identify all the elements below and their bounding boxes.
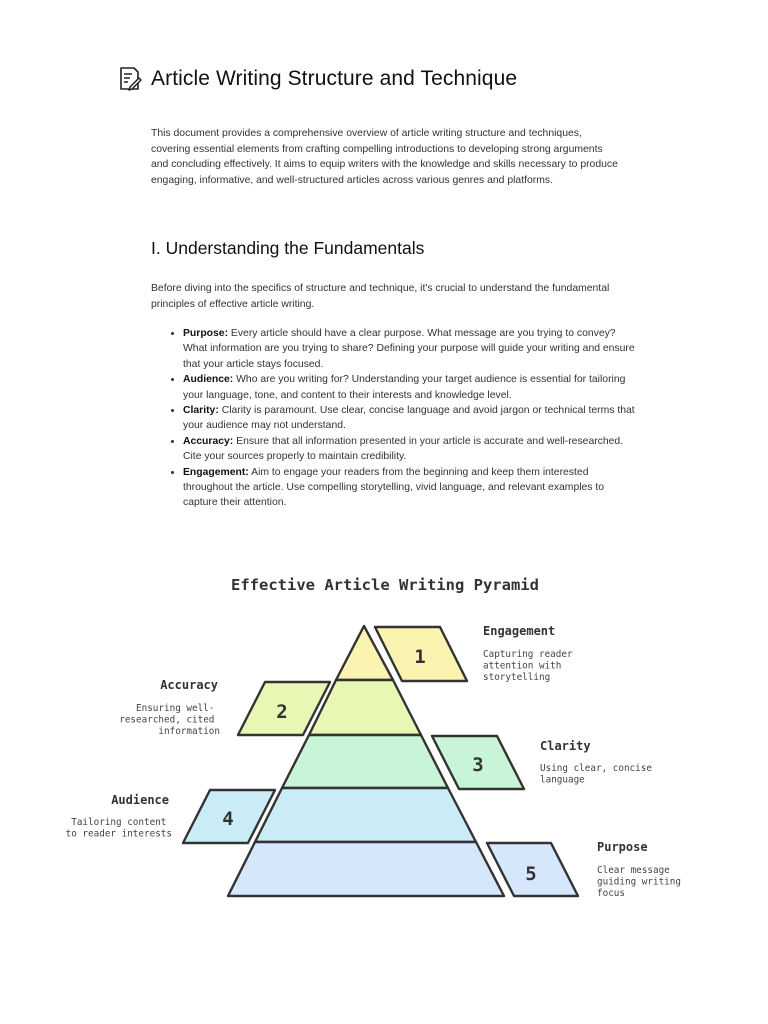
section-heading: I. Understanding the Fundamentals bbox=[151, 238, 425, 258]
list-item-audience bbox=[183, 372, 641, 403]
pyramid-diagram bbox=[0, 560, 768, 920]
pyramid-title: Effective Article Writing Pyramid bbox=[231, 576, 539, 594]
pyramid-figure bbox=[0, 560, 768, 920]
level-number-3: 3 bbox=[472, 754, 484, 776]
desc-line: language bbox=[540, 774, 585, 786]
intro-paragraph: This document provides a comprehensive overview of article writing structure and techniques, covering essential elements from crafting compelling introductions to developing strong arguments and concluding effectively. It aims to equip writers with the knowledge and skills necessary to produce engaging, informative, and well-structured articles across various genres and platforms. bbox=[151, 128, 618, 186]
document-edit-icon bbox=[118, 66, 142, 92]
list-item-engagement bbox=[183, 465, 641, 511]
desc-line: researched, cited bbox=[119, 714, 215, 726]
level-desc-purpose bbox=[597, 865, 687, 899]
level-label-audience: Audience bbox=[111, 793, 169, 807]
level-label-engagement: Engagement bbox=[483, 624, 556, 638]
fundamentals-list bbox=[166, 326, 641, 511]
title-row bbox=[118, 66, 517, 92]
document-title: Article Writing Structure and Technique bbox=[151, 67, 518, 90]
level-desc-accuracy bbox=[119, 703, 220, 737]
level-desc-engagement bbox=[483, 649, 578, 683]
list-item-text: Ensure that all information presented in your article is accurate and well-researched. Cite your sources properly to maintain credibility. bbox=[183, 435, 624, 463]
desc-line: attention with bbox=[483, 660, 562, 672]
list-item-text: Aim to engage your readers from the beginning and keep them interested throughout the article. Use compelling storytelling, vivid language, and relevant examples to capture their attention. bbox=[183, 466, 605, 509]
list-item-clarity bbox=[183, 403, 641, 434]
level-number-5: 5 bbox=[525, 863, 537, 885]
level-label-clarity: Clarity bbox=[540, 739, 591, 753]
level-number-4: 4 bbox=[222, 808, 234, 830]
list-item-term: Audience: bbox=[183, 374, 234, 386]
level-label-purpose: Purpose bbox=[597, 840, 648, 854]
desc-line: Clear message bbox=[597, 865, 670, 876]
list-item-term: Engagement: bbox=[183, 466, 249, 478]
list-item-text: Clarity is paramount. Use clear, concise language and avoid jargon or technical terms that your audience may not understand. bbox=[183, 405, 635, 432]
desc-line: guiding writing bbox=[597, 876, 681, 888]
desc-line: Using clear, concise bbox=[540, 763, 652, 774]
desc-line: Capturing reader bbox=[483, 649, 573, 660]
list-item-text: Every article should have a clear purpose. What message are you trying to convey? What information are you trying to share? Defining your purpose will guide your writing and ensure that your article stays focused. bbox=[183, 328, 635, 370]
list-item-purpose bbox=[183, 326, 641, 372]
pyramid-tier-4 bbox=[255, 788, 476, 842]
list-item-accuracy bbox=[183, 434, 641, 465]
level-label-accuracy: Accuracy bbox=[160, 678, 218, 692]
desc-line: Tailoring content bbox=[71, 817, 167, 828]
list-item-text: Who are you writing for? Understanding your target audience is essential for tailoring your language, tone, and content to their interests and knowledge level. bbox=[183, 374, 626, 401]
level-number-2: 2 bbox=[276, 701, 288, 723]
section-lead-paragraph: Before diving into the specifics of structure and technique, it's crucial to understand the fundamental principles of effective article writing. bbox=[151, 283, 610, 310]
level-number-1: 1 bbox=[414, 646, 426, 668]
desc-line: information bbox=[158, 726, 220, 737]
desc-line: focus bbox=[597, 888, 625, 899]
desc-line: storytelling bbox=[483, 672, 551, 683]
desc-line: Ensuring well- bbox=[136, 703, 215, 714]
list-item-term: Clarity: bbox=[183, 405, 219, 417]
desc-line: to reader interests bbox=[65, 828, 172, 840]
pyramid-tier-5 bbox=[228, 842, 504, 896]
list-item-term: Accuracy: bbox=[183, 435, 234, 447]
level-desc-clarity bbox=[540, 763, 658, 786]
pyramid-tier-3 bbox=[282, 735, 448, 788]
list-item-term: Purpose: bbox=[183, 328, 229, 339]
level-desc-audience bbox=[66, 817, 172, 840]
